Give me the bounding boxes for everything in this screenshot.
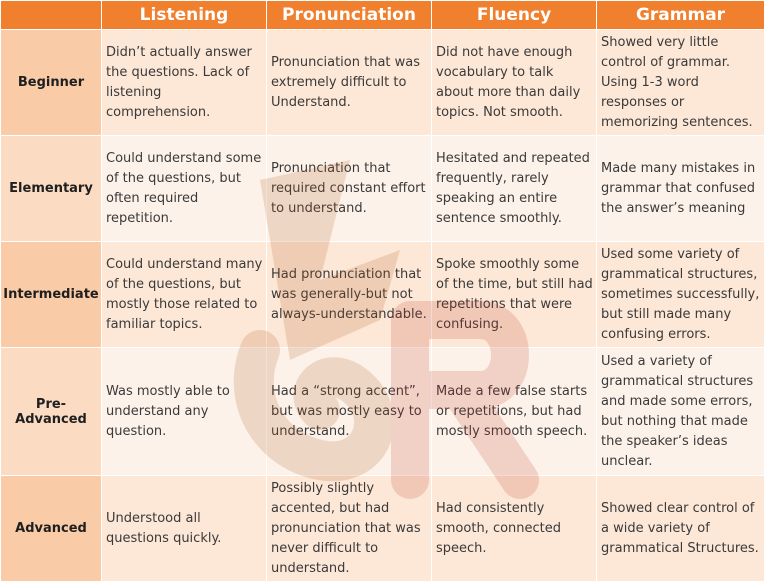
table-cell-listening: Understood all questions quickly.: [102, 476, 267, 582]
table-cell-pronunciation: Possibly slightly accented, but had pronunciation that was never difficult to understand.: [267, 476, 432, 582]
header-row: [1, 1, 764, 30]
level-label: Advanced: [1, 476, 102, 582]
table-cell-grammar: Used a variety of grammatical structures and made some errors, but nothing that made the speaker’s ideas unclear.: [597, 348, 764, 476]
level-label: Beginner: [1, 30, 102, 136]
header-fluency: Fluency: [432, 1, 597, 30]
table-cell-pronunciation: Had pronunciation that was generally-but not always-understandable.: [267, 242, 432, 348]
table-cell-listening: Could understand many of the questions, but mostly those related to familiar topics.: [102, 242, 267, 348]
table-row-advanced: [1, 476, 764, 582]
level-label: Pre-Advanced: [1, 348, 102, 476]
table-row-elementary: [1, 136, 764, 242]
table-cell-pronunciation: Pronunciation that was extremely difficult to Understand.: [267, 30, 432, 136]
table-cell-listening: Was mostly able to understand any question.: [102, 348, 267, 476]
table-cell-grammar: Made many mistakes in grammar that confused the answer’s meaning: [597, 136, 764, 242]
level-label: Intermediate: [1, 242, 102, 348]
table-cell-fluency: Made a few false starts or repetitions, but had mostly smooth speech.: [432, 348, 597, 476]
table-cell-listening: Could understand some of the questions, but often required repetition.: [102, 136, 267, 242]
table-cell-listening: Didn’t actually answer the questions. Lack of listening comprehension.: [102, 30, 267, 136]
header-pronunciation: Pronunciation: [267, 1, 432, 30]
table-row-pre-advanced: [1, 348, 764, 476]
table-row-beginner: [1, 30, 764, 136]
table-cell-fluency: Had consistently smooth, connected speech.: [432, 476, 597, 582]
table-cell-fluency: Hesitated and repeated frequently, rarely speaking an entire sentence smoothly.: [432, 136, 597, 242]
header-listening: Listening: [102, 1, 267, 30]
header-corner: [1, 1, 102, 30]
table-cell-grammar: Showed clear control of a wide variety of grammatical Structures.: [597, 476, 764, 582]
table-cell-pronunciation: Had a “strong accent”, but was mostly easy to understand.: [267, 348, 432, 476]
table-cell-grammar: Used some variety of grammatical structures, sometimes successfully, but still made many confusing errors.: [597, 242, 764, 348]
table-cell-fluency: Did not have enough vocabulary to talk about more than daily topics. Not smooth.: [432, 30, 597, 136]
table-cell-fluency: Spoke smoothly some of the time, but still had repetitions that were confusing.: [432, 242, 597, 348]
table-cell-pronunciation: Pronunciation that required constant effort to understand.: [267, 136, 432, 242]
table-cell-grammar: Showed very little control of grammar. Using 1-3 word responses or memorizing sentences.: [597, 30, 764, 136]
table-row-intermediate: [1, 242, 764, 348]
level-label: Elementary: [1, 136, 102, 242]
header-grammar: Grammar: [597, 1, 764, 30]
